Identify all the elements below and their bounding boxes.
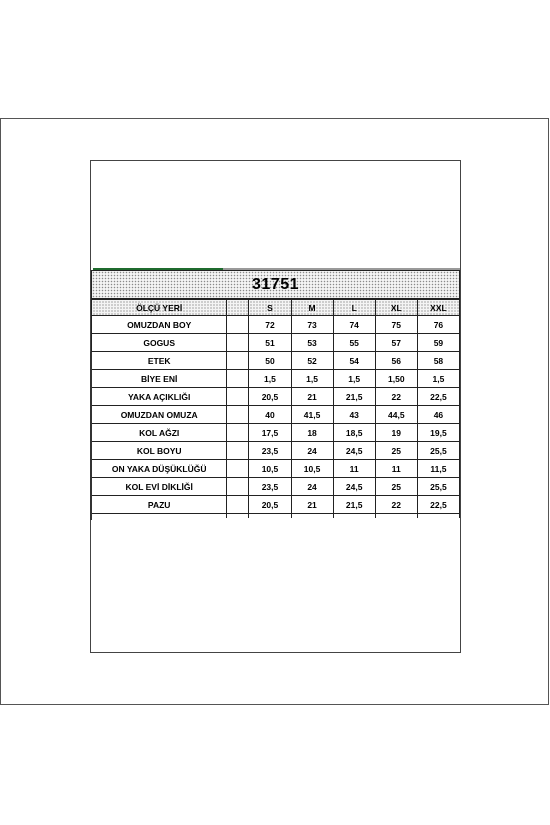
row-gap-cell <box>227 496 249 514</box>
row-label: ON YAKA DÜŞÜKLÜĞÜ <box>92 460 227 478</box>
empty-cell <box>249 514 291 519</box>
row-label: KOL BOYU <box>92 442 227 460</box>
row-value: 24 <box>291 442 333 460</box>
row-gap-cell <box>227 406 249 424</box>
row-value: 17,5 <box>249 424 291 442</box>
empty-cell <box>417 514 459 519</box>
header-cell-xxl: XXL <box>417 300 459 316</box>
row-gap-cell <box>227 424 249 442</box>
row-gap-cell <box>227 370 249 388</box>
row-value: 50 <box>249 352 291 370</box>
row-value: 23,5 <box>249 442 291 460</box>
table-row <box>92 460 460 478</box>
row-value: 72 <box>249 316 291 334</box>
row-value: 41,5 <box>291 406 333 424</box>
row-value: 52 <box>291 352 333 370</box>
row-label: YAKA AÇIKLIĞI <box>92 388 227 406</box>
header-cell-gap <box>227 300 249 316</box>
row-value: 1,5 <box>333 370 375 388</box>
table-row <box>92 424 460 442</box>
table-row <box>92 496 460 514</box>
row-value: 55 <box>333 334 375 352</box>
row-value: 57 <box>375 334 417 352</box>
row-gap-cell <box>227 334 249 352</box>
table-row <box>92 370 460 388</box>
table-end-row <box>92 514 460 519</box>
row-value: 22 <box>375 388 417 406</box>
empty-cell <box>92 514 227 519</box>
row-label: ETEK <box>92 352 227 370</box>
table-row <box>92 478 460 496</box>
row-value: 10,5 <box>291 460 333 478</box>
row-value: 75 <box>375 316 417 334</box>
product-code: 31751 <box>252 275 299 293</box>
row-value: 20,5 <box>249 496 291 514</box>
row-value: 25,5 <box>417 478 459 496</box>
row-value: 76 <box>417 316 459 334</box>
row-value: 21 <box>291 388 333 406</box>
empty-cell <box>375 514 417 519</box>
row-value: 59 <box>417 334 459 352</box>
table-row <box>92 316 460 334</box>
header-cell-xl: XL <box>375 300 417 316</box>
row-value: 22,5 <box>417 388 459 406</box>
row-value: 22,5 <box>417 496 459 514</box>
table-row <box>92 442 460 460</box>
row-gap-cell <box>227 442 249 460</box>
row-value: 1,5 <box>417 370 459 388</box>
row-label: PAZU <box>92 496 227 514</box>
row-value: 19,5 <box>417 424 459 442</box>
row-gap-cell <box>227 352 249 370</box>
row-value: 54 <box>333 352 375 370</box>
row-value: 1,5 <box>249 370 291 388</box>
row-value: 22 <box>375 496 417 514</box>
row-value: 74 <box>333 316 375 334</box>
row-value: 73 <box>291 316 333 334</box>
row-value: 44,5 <box>375 406 417 424</box>
header-cell-m: M <box>291 300 333 316</box>
row-label: OMUZDAN OMUZA <box>92 406 227 424</box>
table-header-row <box>92 300 460 316</box>
table-row <box>92 334 460 352</box>
row-value: 24 <box>291 478 333 496</box>
row-value: 40 <box>249 406 291 424</box>
row-value: 53 <box>291 334 333 352</box>
left-rule <box>90 352 92 520</box>
table-row <box>92 388 460 406</box>
row-label: OMUZDAN BOY <box>92 316 227 334</box>
row-value: 21,5 <box>333 496 375 514</box>
row-label: KOL EVİ DİKLİĞİ <box>92 478 227 496</box>
row-value: 10,5 <box>249 460 291 478</box>
table-row <box>92 352 460 370</box>
row-gap-cell <box>227 460 249 478</box>
header-cell-measurement: ÖLÇÜ YERİ <box>92 300 227 316</box>
empty-cell <box>291 514 333 519</box>
header-cell-s: S <box>249 300 291 316</box>
size-table <box>91 299 460 518</box>
row-value: 19 <box>375 424 417 442</box>
row-value: 1,50 <box>375 370 417 388</box>
row-value: 23,5 <box>249 478 291 496</box>
row-value: 21,5 <box>333 388 375 406</box>
row-value: 20,5 <box>249 388 291 406</box>
row-value: 18,5 <box>333 424 375 442</box>
row-value: 56 <box>375 352 417 370</box>
row-value: 11,5 <box>417 460 459 478</box>
row-value: 21 <box>291 496 333 514</box>
row-value: 11 <box>375 460 417 478</box>
row-label: KOL AĞZI <box>92 424 227 442</box>
row-value: 58 <box>417 352 459 370</box>
empty-cell <box>333 514 375 519</box>
row-value: 25 <box>375 442 417 460</box>
row-value: 11 <box>333 460 375 478</box>
row-value: 46 <box>417 406 459 424</box>
product-code-bar <box>91 270 460 299</box>
row-gap-cell <box>227 388 249 406</box>
row-value: 25 <box>375 478 417 496</box>
row-value: 24,5 <box>333 442 375 460</box>
row-value: 18 <box>291 424 333 442</box>
row-gap-cell <box>227 478 249 496</box>
size-table-body <box>92 300 460 519</box>
row-value: 51 <box>249 334 291 352</box>
row-label: GOGUS <box>92 334 227 352</box>
row-label: BİYE ENİ <box>92 370 227 388</box>
row-value: 25,5 <box>417 442 459 460</box>
table-row <box>92 406 460 424</box>
row-value: 1,5 <box>291 370 333 388</box>
row-value: 24,5 <box>333 478 375 496</box>
row-gap-cell <box>227 316 249 334</box>
row-value: 43 <box>333 406 375 424</box>
header-cell-l: L <box>333 300 375 316</box>
empty-cell <box>227 514 249 519</box>
